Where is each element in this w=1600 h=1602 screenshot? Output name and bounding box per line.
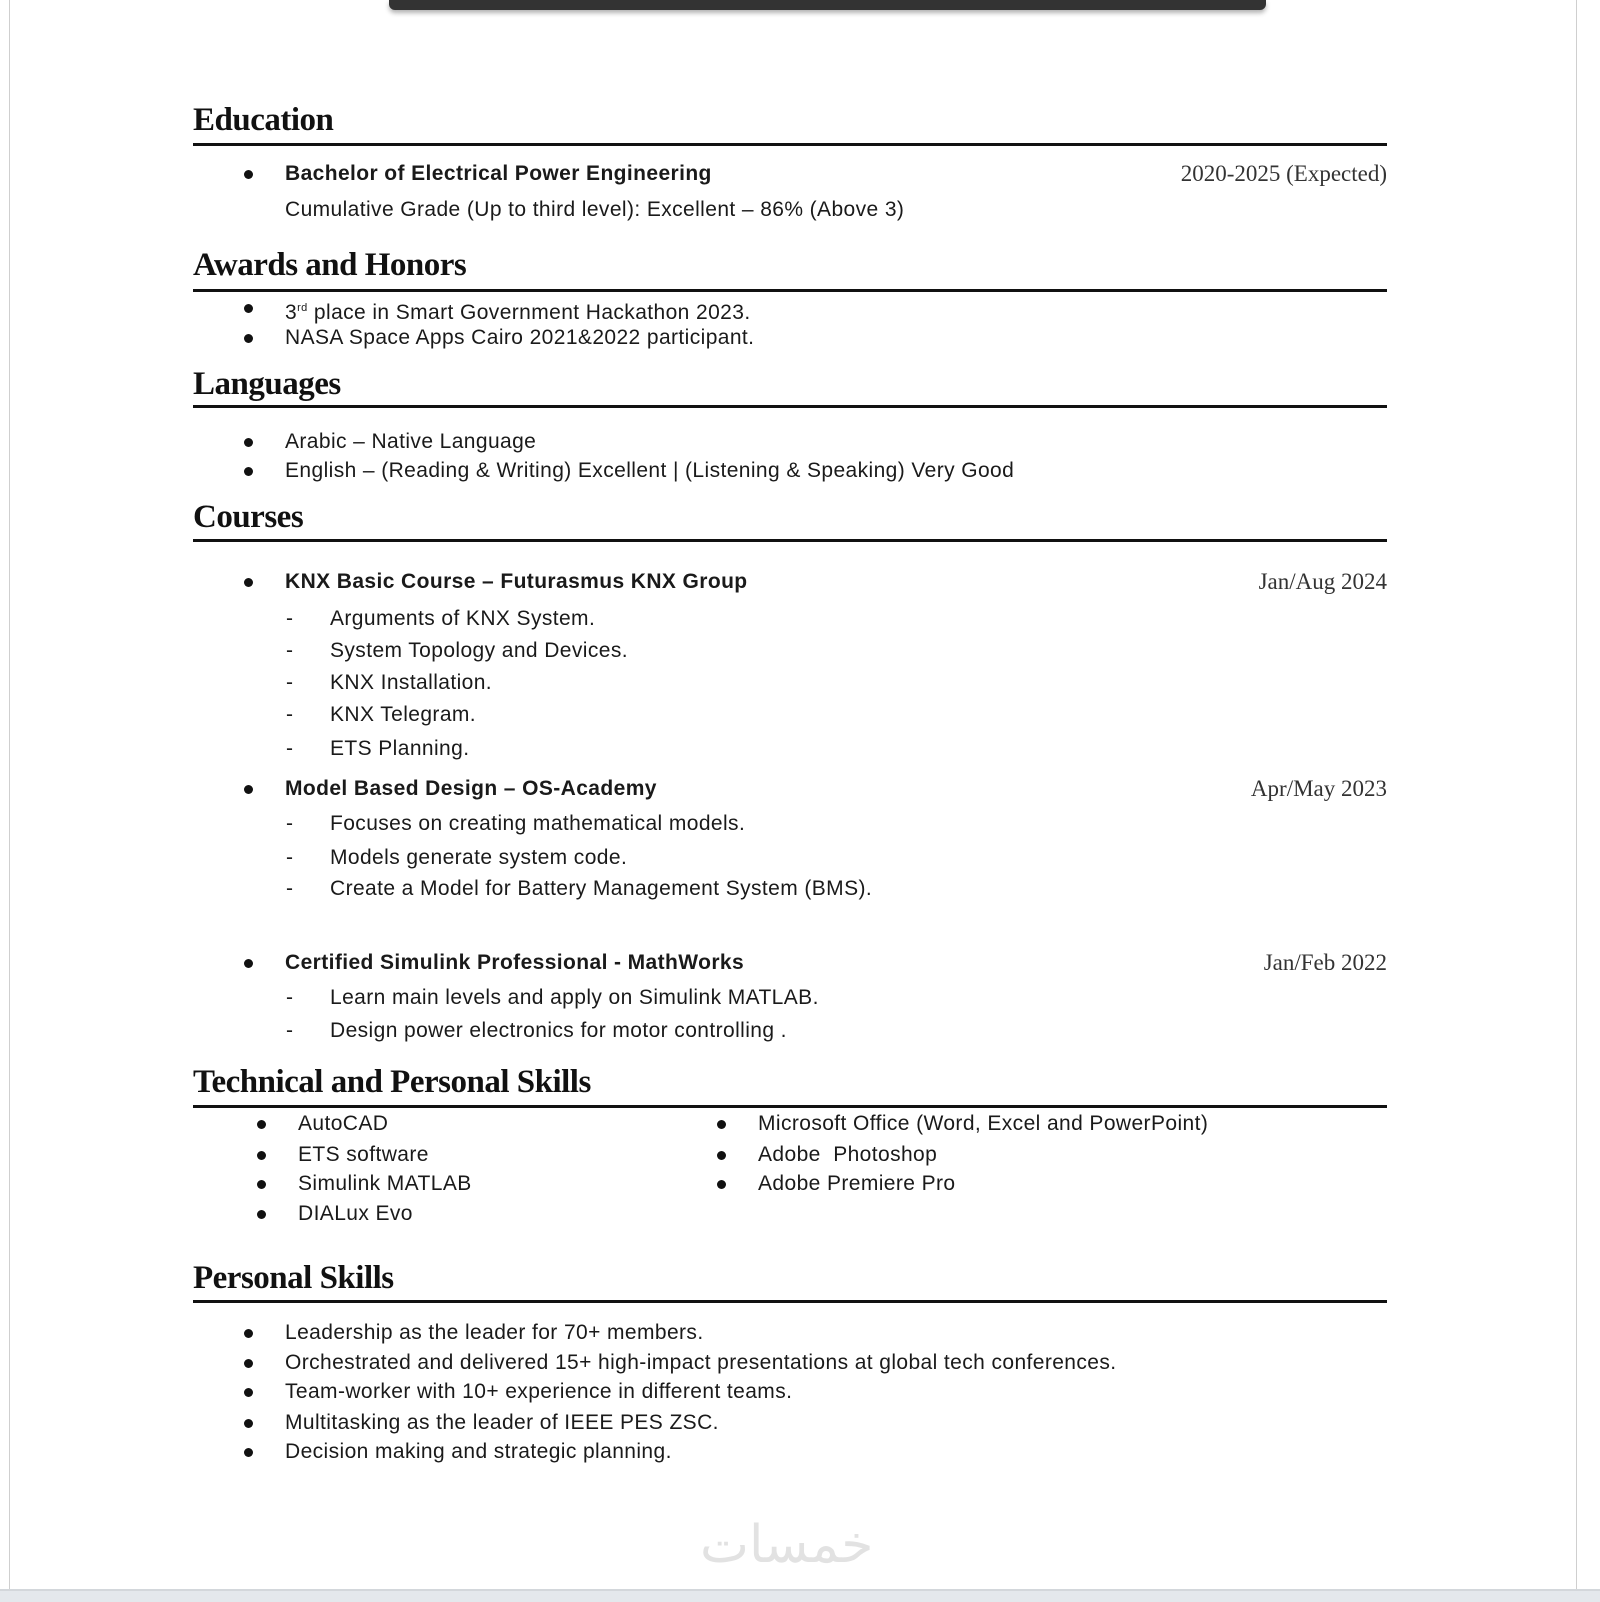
personal-skill-item: Team-worker with 10+ experience in different teams.: [285, 1380, 793, 1403]
bullet-icon: [244, 1359, 253, 1368]
personal-skill-item: Multitasking as the leader of IEEE PES ZSC.: [285, 1411, 719, 1434]
bullet-icon: [257, 1120, 266, 1129]
bullet-icon: [257, 1210, 266, 1219]
top-toolbar-bar: [389, 0, 1266, 10]
award-item: NASA Space Apps Cairo 2021&2022 participant.: [285, 326, 755, 349]
grade-text: Cumulative Grade (Up to third level): Excellent – 86% (Above 3): [285, 198, 905, 221]
personal-skill-item: Orchestrated and delivered 15+ high-impact presentations at global tech conferences.: [285, 1351, 1117, 1374]
course-title: Certified Simulink Professional - MathWorks: [285, 951, 745, 974]
bullet-icon: [244, 467, 253, 476]
personal-skill-item: Decision making and strategic planning.: [285, 1440, 672, 1463]
section-heading-personal: Personal Skills: [193, 1260, 394, 1296]
course-point: KNX Installation.: [330, 671, 493, 694]
watermark-logo: خمسات: [700, 1515, 874, 1575]
skill-item: ETS software: [298, 1143, 429, 1166]
bullet-icon: [244, 1448, 253, 1457]
dash-icon: -: [286, 846, 293, 869]
section-heading-courses: Courses: [193, 499, 304, 535]
bullet-icon: [257, 1151, 266, 1160]
course-point: Arguments of KNX System.: [330, 607, 596, 630]
course-date: Apr/May 2023: [1250, 776, 1387, 801]
dash-icon: -: [286, 671, 293, 694]
bullet-icon: [244, 438, 253, 447]
degree-title: Bachelor of Electrical Power Engineering: [285, 162, 712, 185]
section-rule: [193, 539, 1387, 542]
section-rule: [193, 289, 1387, 292]
bullet-icon: [257, 1180, 266, 1189]
language-item: Arabic – Native Language: [285, 430, 537, 453]
skill-item: Simulink MATLAB: [298, 1172, 472, 1195]
bullet-icon: [244, 304, 253, 313]
section-heading-awards: Awards and Honors: [193, 247, 467, 283]
bullet-icon: [244, 578, 253, 587]
bullet-icon: [244, 170, 253, 179]
bullet-icon: [244, 1388, 253, 1397]
section-rule: [193, 143, 1387, 146]
course-point: Models generate system code.: [330, 846, 628, 869]
bullet-icon: [717, 1180, 726, 1189]
page-right-border: [1576, 0, 1577, 1590]
course-date: Jan/Feb 2022: [1263, 950, 1387, 975]
dash-icon: -: [286, 877, 293, 900]
bullet-icon: [717, 1120, 726, 1129]
dash-icon: -: [286, 1019, 293, 1042]
dash-icon: -: [286, 639, 293, 662]
course-point: Create a Model for Battery Management System (BMS).: [330, 877, 873, 900]
bullet-icon: [717, 1151, 726, 1160]
course-point: System Topology and Devices.: [330, 639, 628, 662]
bottom-scroll-strip: [0, 1589, 1600, 1602]
dash-icon: -: [286, 703, 293, 726]
section-heading-skills: Technical and Personal Skills: [193, 1064, 591, 1100]
course-point: Learn main levels and apply on Simulink MATLAB.: [330, 986, 819, 1009]
bullet-icon: [244, 785, 253, 794]
section-rule: [193, 1300, 1387, 1303]
degree-date: 2020-2025 (Expected): [1180, 161, 1387, 186]
course-title: KNX Basic Course – Futurasmus KNX Group: [285, 570, 748, 593]
course-point: KNX Telegram.: [330, 703, 477, 726]
skill-item: DIALux Evo: [298, 1202, 413, 1225]
section-heading-languages: Languages: [193, 366, 341, 402]
bullet-icon: [244, 959, 253, 968]
page-left-border: [9, 0, 10, 1590]
course-point: ETS Planning.: [330, 737, 470, 760]
section-rule: [193, 1105, 1387, 1108]
skill-item: Adobe Premiere Pro: [758, 1172, 956, 1195]
dash-icon: -: [286, 986, 293, 1009]
skill-item: Adobe Photoshop: [758, 1143, 938, 1166]
personal-skill-item: Leadership as the leader for 70+ members.: [285, 1321, 704, 1344]
dash-icon: -: [286, 607, 293, 630]
skill-item: AutoCAD: [298, 1112, 389, 1135]
skill-item: Microsoft Office (Word, Excel and PowerPoint): [758, 1112, 1209, 1135]
language-item: English – (Reading & Writing) Excellent | (Listening & Speaking) Very Good: [285, 459, 1015, 482]
course-title: Model Based Design – OS-Academy: [285, 777, 657, 800]
section-heading-education: Education: [193, 102, 334, 138]
course-point: Focuses on creating mathematical models.: [330, 812, 746, 835]
award-item: 3rd place in Smart Government Hackathon 2023.: [285, 301, 751, 324]
bullet-icon: [244, 1329, 253, 1338]
bullet-icon: [244, 334, 253, 343]
dash-icon: -: [286, 812, 293, 835]
dash-icon: -: [286, 737, 293, 760]
section-rule: [193, 405, 1387, 408]
course-point: Design power electronics for motor controlling .: [330, 1019, 787, 1042]
bullet-icon: [244, 1419, 253, 1428]
course-date: Jan/Aug 2024: [1258, 569, 1387, 594]
